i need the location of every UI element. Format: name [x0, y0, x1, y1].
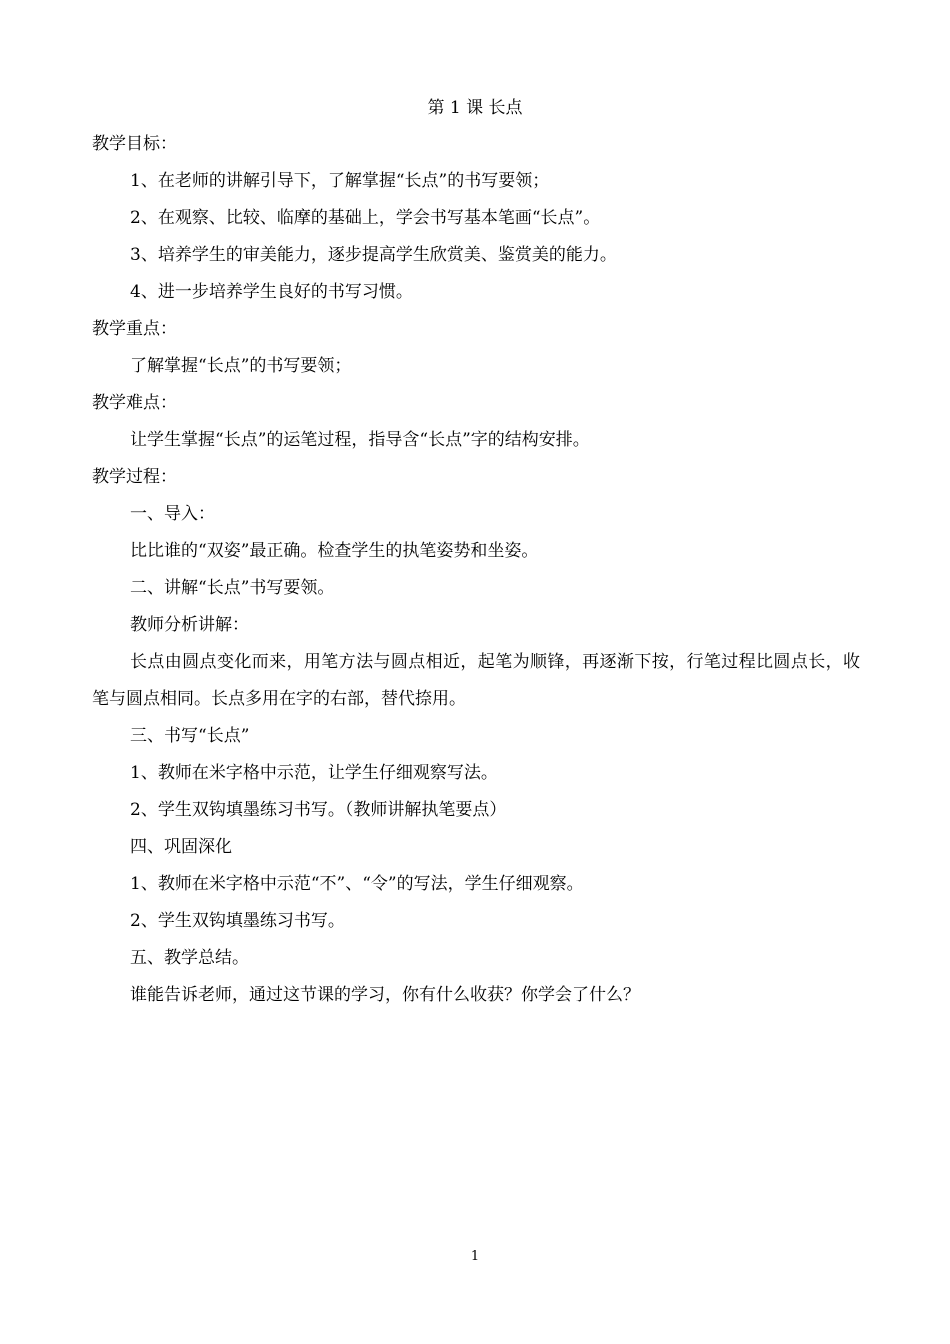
objective-item: 3、培养学生的审美能力，逐步提高学生欣赏美、鉴赏美的能力。	[130, 245, 617, 265]
step-heading: 二、讲解“长点”书写要领。	[130, 578, 335, 598]
step-item: 2、学生双钩填墨练习书写。（教师讲解执笔要点）	[130, 800, 507, 820]
objective-item: 1、在老师的讲解引导下，了解掌握“长点”的书写要领；	[130, 171, 550, 191]
focus-text: 了解掌握“长点”的书写要领；	[130, 356, 352, 376]
step-heading: 四、巩固深化	[130, 837, 232, 857]
lesson-body	[92, 131, 860, 1019]
difficulty-heading: 教学难点：	[92, 393, 177, 413]
step-item: 1、教师在米字格中示范“不”、“令”的写法，学生仔细观察。	[130, 874, 584, 894]
step-subheading: 教师分析讲解：	[130, 615, 249, 635]
step-text: 谁能告诉老师，通过这节课的学习，你有什么收获？你学会了什么？	[130, 985, 640, 1005]
step-item: 2、学生双钩填墨练习书写。	[130, 911, 345, 931]
page-number: 1	[470, 1249, 480, 1264]
step-heading: 一、导入：	[130, 504, 215, 524]
lesson-title: 第 1 课 长点	[427, 98, 523, 118]
difficulty-text: 让学生掌握“长点”的运笔过程，指导含“长点”字的结构安排。	[130, 430, 590, 450]
objective-item: 2、在观察、比较、临摩的基础上，学会书写基本笔画“长点”。	[130, 208, 601, 228]
step-heading: 三、书写“长点”	[130, 726, 250, 746]
objectives-heading: 教学目标：	[92, 134, 177, 154]
step-item: 1、教师在米字格中示范，让学生仔细观察写法。	[130, 763, 498, 783]
step-text: 比比谁的“双姿”最正确。检查学生的执笔姿势和坐姿。	[130, 541, 539, 561]
explanation-paragraph: 长点由圆点变化而来，用笔方法与圆点相近，起笔为顺锋，再逐渐下按，行笔过程比圆点长，收笔与圆点相同。长点多用在字的右部，替代捺用。	[92, 652, 860, 709]
objective-item: 4、进一步培养学生良好的书写习惯。	[130, 282, 413, 302]
step-heading: 五、教学总结。	[130, 948, 249, 968]
process-heading: 教学过程：	[92, 467, 177, 487]
focus-heading: 教学重点：	[92, 319, 177, 339]
